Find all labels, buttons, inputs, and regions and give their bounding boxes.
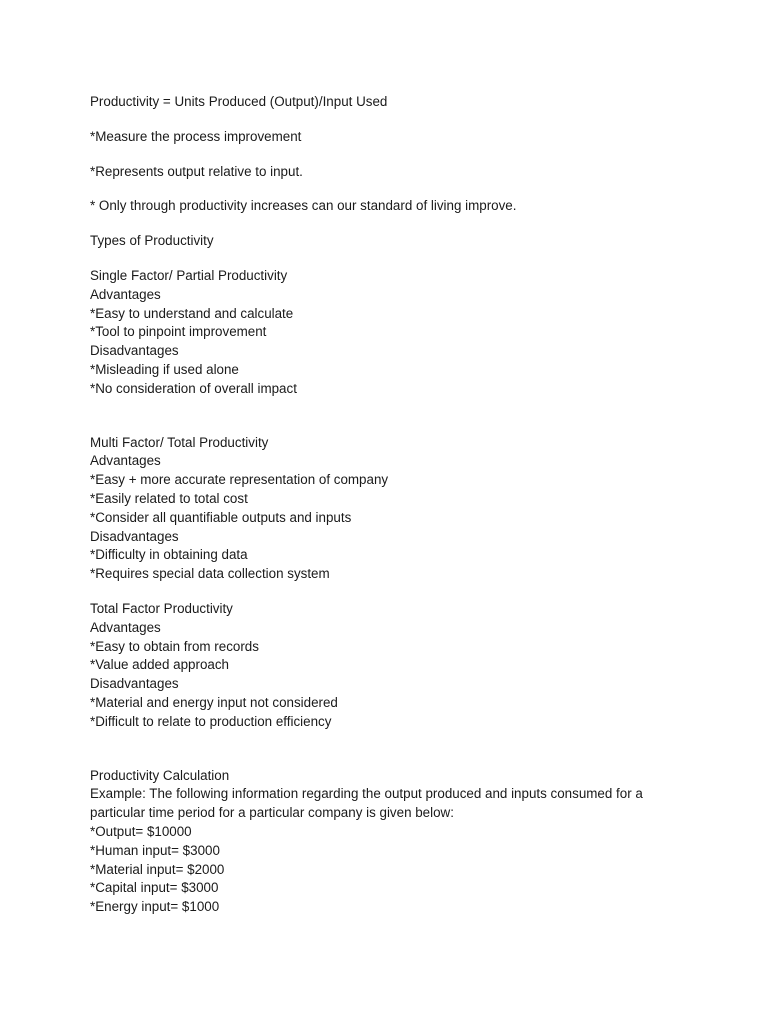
example-text: Example: The following information regarding the output produced and inputs consumed for a	[90, 786, 643, 802]
disadvantage-item: *No consideration of overall impact	[90, 380, 297, 396]
intro-point: *Measure the process improvement	[90, 128, 302, 144]
advantages-label: Advantages	[90, 453, 161, 469]
advantage-item: *Easy to obtain from records	[90, 638, 259, 654]
document-body	[90, 93, 690, 917]
disadvantage-item: *Difficulty in obtaining data	[90, 547, 248, 563]
advantages-label: Advantages	[90, 619, 161, 635]
disadvantage-item: *Requires special data collection system	[90, 566, 330, 582]
single-factor-heading: Single Factor/ Partial Productivity	[90, 267, 288, 283]
advantage-item: *Value added approach	[90, 657, 229, 673]
disadvantage-item: *Difficult to relate to production efficiency	[90, 713, 332, 729]
advantage-item: *Easily related to total cost	[90, 490, 248, 506]
disadvantages-label: Disadvantages	[90, 528, 179, 544]
input-item: *Energy input= $1000	[90, 899, 220, 915]
input-item: *Capital input= $3000	[90, 880, 219, 896]
intro-point: * Only through productivity increases can our standard of living improve.	[90, 198, 517, 214]
disadvantage-item: *Material and energy input not considered	[90, 694, 338, 710]
disadvantages-label: Disadvantages	[90, 343, 179, 359]
disadvantage-item: *Misleading if used alone	[90, 361, 239, 377]
advantage-item: *Easy to understand and calculate	[90, 305, 294, 321]
input-item: *Human input= $3000	[90, 842, 220, 858]
input-item: *Output= $10000	[90, 823, 192, 839]
productivity-formula: Productivity = Units Produced (Output)/Input Used	[90, 94, 388, 109]
example-text: particular time period for a particular company is given below:	[90, 805, 454, 821]
advantages-label: Advantages	[90, 286, 161, 302]
advantage-item: *Tool to pinpoint improvement	[90, 324, 267, 340]
disadvantages-label: Disadvantages	[90, 676, 179, 692]
total-factor-heading: Total Factor Productivity	[90, 600, 233, 616]
intro-point: *Represents output relative to input.	[90, 163, 303, 179]
advantage-item: *Consider all quantifiable outputs and inputs	[90, 509, 352, 525]
input-item: *Material input= $2000	[90, 861, 225, 877]
types-heading: Types of Productivity	[90, 233, 214, 249]
calculation-heading: Productivity Calculation	[90, 767, 230, 783]
multi-factor-heading: Multi Factor/ Total Productivity	[90, 434, 269, 450]
advantage-item: *Easy + more accurate representation of company	[90, 472, 389, 488]
